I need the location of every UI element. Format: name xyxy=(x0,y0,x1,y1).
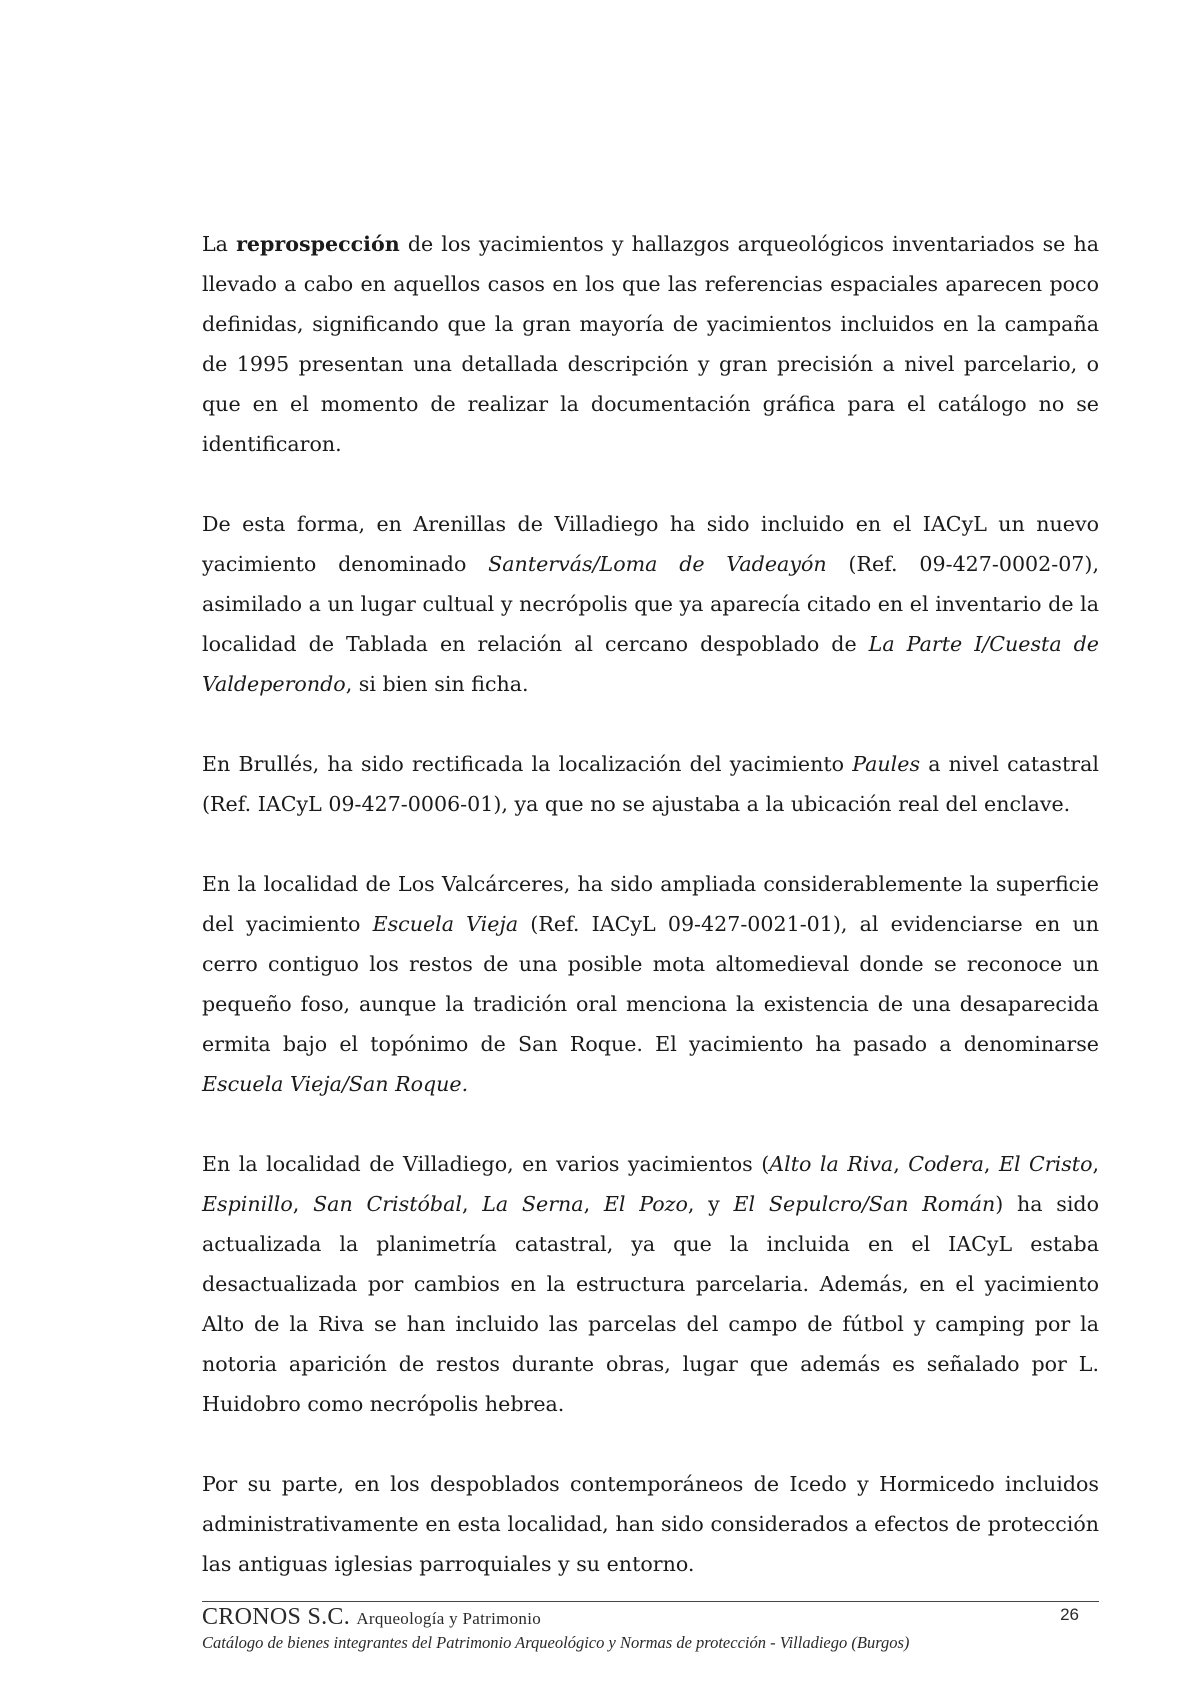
text-run: , xyxy=(893,1152,909,1176)
text-run: ) ha sido actualizada la planimetría catastral, ya que la incluida en el IACyL estaba desactualizada por cambios en la estructura parcelaria. Además, en el yacimiento Alto de la Riva se han incluido las parcelas del campo de fútbol y camping por la notoria aparición de restos durante obras, lugar que además es señalado por L. Huidobro como necrópolis hebrea. xyxy=(202,1192,1100,1416)
page-footer xyxy=(202,1601,1099,1654)
italic-term: El Cristo xyxy=(998,1152,1093,1176)
text-run: Por su parte, en los despoblados contemporáneos de Icedo y Hormicedo incluidos administrativamente en esta localidad, han sido considerados a efectos de protección las antiguas iglesias parroquiales y su entorno. xyxy=(202,1472,1099,1576)
italic-term: Escuela Vieja/San Roque. xyxy=(202,1072,469,1096)
footer-brand-name: CRONOS S.C. xyxy=(202,1604,351,1630)
paragraph xyxy=(202,864,1099,1104)
text-run: , xyxy=(1092,1152,1100,1176)
italic-term: Paules xyxy=(852,752,921,776)
italic-term: Espinillo xyxy=(202,1192,293,1216)
footer-caption: Catálogo de bienes integrantes del Patrimonio Arqueológico y Normas de protección - Villadiego (Burgos) xyxy=(202,1633,910,1652)
text-run: De esta forma, en Arenillas de Villadiego ha sido incluido en el IACyL un nuevo yacimiento denominado xyxy=(202,512,1099,576)
text-run: (Ref. 09-427-0002-07), asimilado a un lugar cultual y necrópolis que ya aparecía citado en el inventario de la localidad de Tablada en relación al cercano despoblado de xyxy=(202,552,1099,656)
paragraph xyxy=(202,1144,1099,1424)
footer-header-row xyxy=(202,1604,1099,1630)
paragraph xyxy=(202,744,1099,824)
text-run: La xyxy=(202,232,237,256)
italic-term: Alto la Riva xyxy=(769,1152,894,1176)
text-run: de los yacimientos y hallazgos arqueológicos inventariados se ha llevado a cabo en aquellos casos en los que las referencias espaciales aparecen poco definidas, significando que la gran mayoría de yacimientos incluidos en la campaña de 1995 presentan una detallada descripción y gran precisión a nivel parcelario, o que en el momento de realizar la documentación gráfica para el catálogo no se identificaron. xyxy=(202,232,1100,456)
italic-term: Santervás/Loma de Vadeayón xyxy=(488,552,827,576)
italic-term: El Sepulcro/San Román xyxy=(733,1192,996,1216)
text-run: , xyxy=(292,1192,314,1216)
footer-brand xyxy=(202,1604,541,1632)
text-run: , xyxy=(583,1192,604,1216)
italic-term: La Parte I/Cuesta de Valdeperondo xyxy=(202,632,1099,696)
text-run: En Brullés, ha sido rectificada la localización del yacimiento xyxy=(202,752,853,776)
italic-term: El Pozo xyxy=(603,1192,688,1216)
paragraph xyxy=(202,224,1099,464)
italic-term: Escuela Vieja xyxy=(372,912,519,936)
text-run: (Ref. IACyL 09-427-0021-01), al evidenciarse en un cerro contiguo los restos de una posible mota altomedieval donde se reconoce un pequeño foso, aunque la tradición oral menciona la existencia de una desaparecida ermita bajo el topónimo de San Roque. El yacimiento ha pasado a denominarse xyxy=(202,912,1099,1056)
bold-term: reprospección xyxy=(236,232,400,256)
text-run: , xyxy=(461,1192,483,1216)
paragraph xyxy=(202,1464,1099,1584)
italic-term: La Serna xyxy=(482,1192,584,1216)
page-number: 26 xyxy=(1060,1605,1079,1624)
text-run: En la localidad de Villadiego, en varios yacimientos ( xyxy=(202,1152,770,1176)
footer-brand-subtitle: Arqueología y Patrimonio xyxy=(356,1609,542,1628)
text-run: , y xyxy=(687,1192,734,1216)
text-run: En la localidad de Los Valcárceres, ha sido ampliada considerablemente la superficie del yacimiento xyxy=(202,872,1099,936)
text-run: , si bien sin ficha. xyxy=(345,672,529,696)
italic-term: Codera xyxy=(908,1152,984,1176)
footer-rule xyxy=(202,1601,1099,1602)
text-run: , xyxy=(983,1152,999,1176)
italic-term: San Cristóbal xyxy=(313,1192,462,1216)
paragraph xyxy=(202,504,1099,704)
text-run: a nivel catastral (Ref. IACyL 09-427-0006-01), ya que no se ajustaba a la ubicación real del enclave. xyxy=(202,752,1099,816)
document-body xyxy=(202,224,1099,1624)
